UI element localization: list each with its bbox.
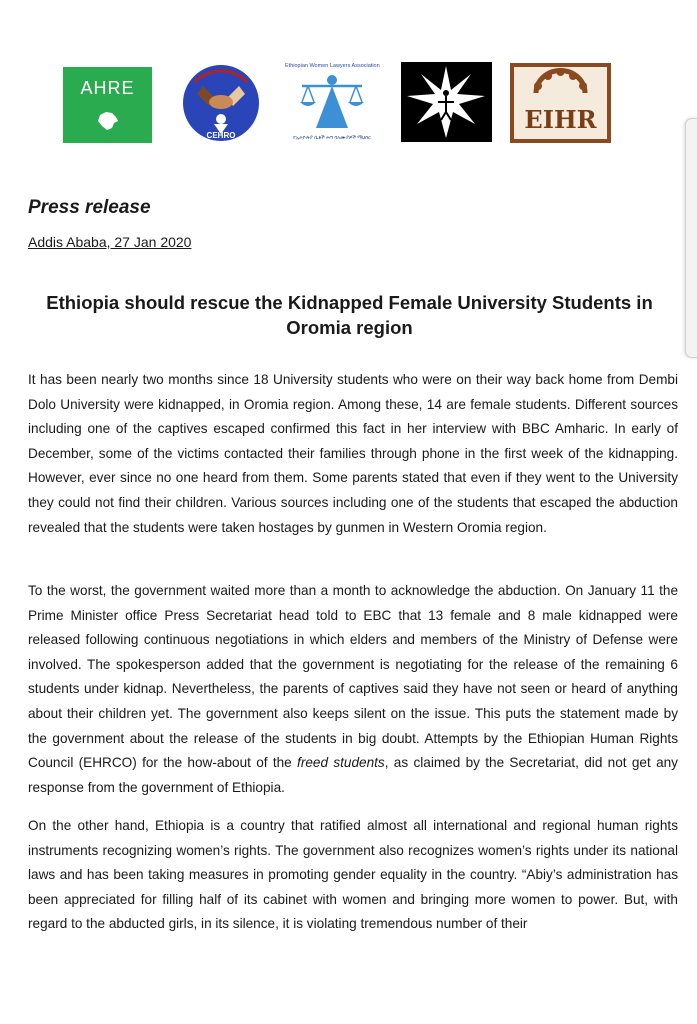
dateline: Addis Ababa, 27 Jan 2020	[28, 234, 192, 250]
ewla-logo	[285, 63, 379, 145]
paragraph-1: It has been nearly two months since 18 University students who were on their way back home from Dembi Dolo University were kidnapped, in Oromia region. Among these, 14 are female students. Different sources including one of the captives escaped confirmed this fact in her interview with BBC Amharic. In early of December, some of the victims contacted their families through phone in the first week of the kidnapping. However, ever since no one heard from them. Some parents stated that even if they went to the University they could not find their children. Various sources including one of the students that escaped the abduction revealed that the students were taken hostages by gunmen in Western Oromia region.	[28, 372, 678, 535]
ewla-logo-subtitle: የኢትዮጵያ ሴቶች ሕግ ባለሙያዎች ማህበር	[293, 135, 371, 141]
scroll-handle[interactable]	[685, 118, 697, 358]
paragraph-3: On the other hand, Ethiopia is a country that ratified almost all international and regional human rights instruments recognizing women’s rights. The government also recognizes women’s rights under its national laws and has been taking measures in promoting gender equality in the country. “Abiy’s administration has been appreciated for filling half of its cabinet with women and bringing more women to power. But, with regard to the abducted girls, in its silence, it is violating tremendous number of their	[28, 818, 678, 932]
starburst-figure-icon	[401, 62, 492, 142]
paragraph-2-text-after: , as claimed by the Secretariat, did not get any response from the government of Ethiopia.	[28, 755, 678, 795]
paragraph-2	[28, 579, 678, 800]
cehro-logo-text: CEHRO	[206, 131, 236, 140]
eihr-logo-text: EIHR	[524, 105, 597, 134]
ahre-logo-text: AHRE	[80, 78, 135, 98]
ahre-logo	[63, 67, 152, 143]
headline: Ethiopia should rescue the Kidnapped Female University Students in Oromia region	[46, 292, 653, 338]
cehro-logo	[181, 62, 261, 142]
paragraph-2-text-before: To the worst, the government waited more than a month to acknowledge the abduction. On January 11 the Prime Minister office Press Secretariat head told to EBC that 13 female and 8 male kidnapped were released following continuous negotiations in which elders and members of the Ministry of Defense were involved. The spokesperson added that the government is negotiating for the release of the remaining 6 students under kidnap. Nevertheless, the parents of captives said they have not seen or heard of anything about their children yet. The government also keeps silent on the issue. This puts the statement made by the government about the release of the students in big doubt. Attempts by the Ethiopian Human Rights Council (EHRCO) for the how-about of the	[28, 583, 678, 771]
people-circle-icon	[530, 67, 591, 107]
eihr-logo	[510, 63, 611, 143]
ewla-logo-title: Ethiopian Women Lawyers Association	[285, 63, 380, 69]
scales-of-justice-icon	[296, 72, 368, 134]
freed-students-emphasis: freed students	[297, 755, 385, 771]
ethiopia-map-icon	[97, 111, 119, 131]
star-emblem-logo	[401, 62, 492, 142]
cehro-handshake-icon	[181, 62, 261, 142]
press-release-label: Press release	[28, 197, 151, 218]
